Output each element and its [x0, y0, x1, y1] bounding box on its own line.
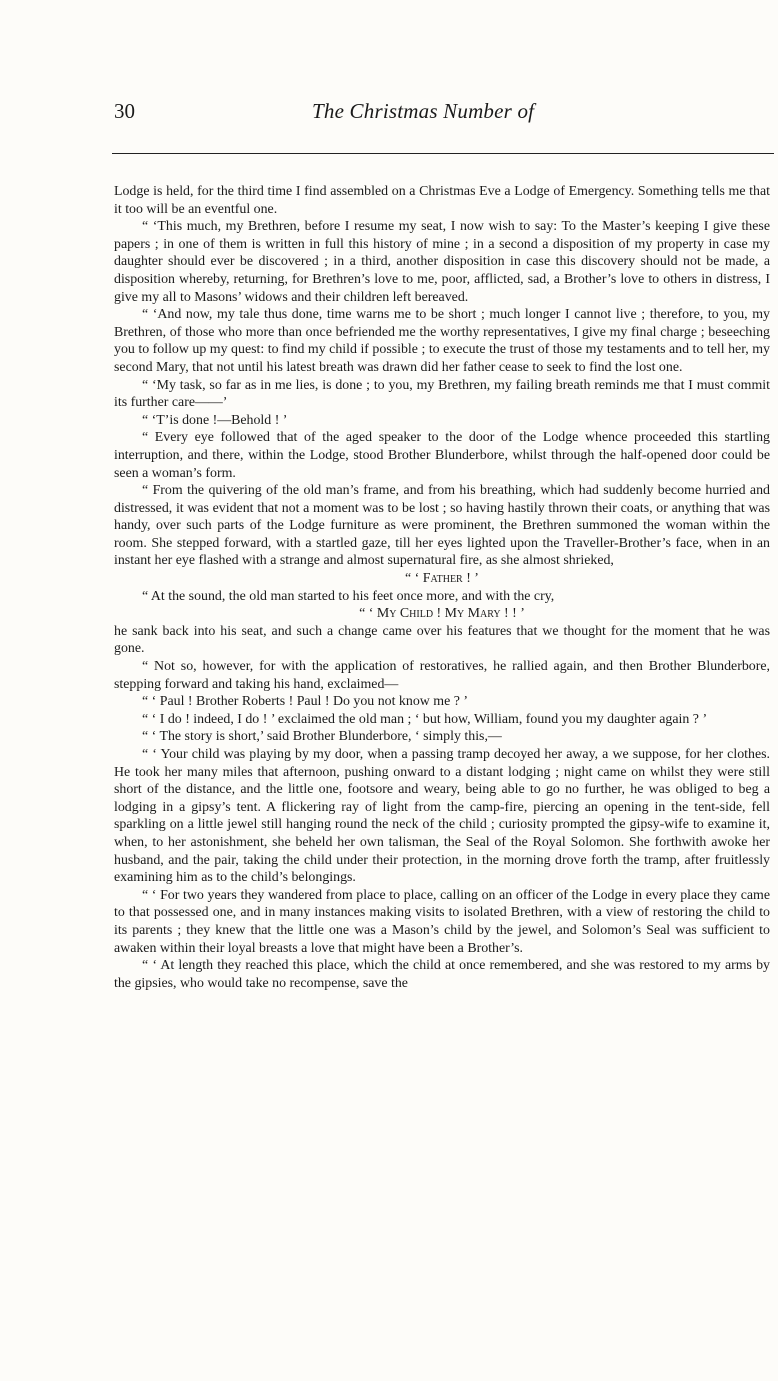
paragraph: “ At the sound, the old man started to his feet once more, and with the cry, — [142, 588, 555, 604]
paragraph: “ ‘My task, so far as in me lies, is done ; to you, my Brethren, my failing breath reminds me that I must commit its further care——’ — [114, 377, 770, 411]
running-title: The Christmas Number of — [312, 99, 535, 123]
paragraph: “ ‘ Paul ! Brother Roberts ! Paul ! Do you not know me ? ’ — [142, 694, 468, 710]
paragraph: he sank back into his seat, and such a change came over his features that we thought for the moment that he was gone. — [114, 623, 770, 657]
paragraph: “ ‘And now, my tale thus done, time warns me to be short ; much longer I cannot live ; therefore, to you, my Brethren, of those who more than once befriended me the worthy representatives, I give my final charge ; beseeching you to follow up my quest: to find my child if possible ; to execute the trust of those my testaments and to tell her, my second Mary, that not until his latest breath was drawn did her father cease to seek to find the lost one. — [114, 307, 770, 375]
body-text — [114, 183, 770, 992]
page-number: 30 — [114, 99, 135, 123]
exclamation-line: “ ‘ Father ! ’ — [405, 571, 479, 587]
paragraph: “ ‘ The story is short,’ said Brother Blunderbore, ‘ simply this,— — [142, 729, 502, 745]
page-header — [0, 98, 778, 128]
paragraph: “ ‘This much, my Brethren, before I resume my seat, I now wish to say: To the Master’s keeping I give these papers ; in one of them is written in full this history of mine ; in a second a disposition of my property in case my daughter should ever be discovered ; in a third, another disposition in case this discovery should not be made, a disposition whereby, returning, for Brethren’s love to me, poor, afflicted, sad, a Brother’s love to others in distress, I give my all to Masons’ widows and their children left bereaved. — [114, 219, 770, 305]
paragraph: “ ‘ At length they reached this place, which the child at once remembered, and she was restored to my arms by the gipsies, who would take no recompense, save the — [114, 958, 770, 991]
paragraph: “ ‘ Your child was playing by my door, when a passing tramp decoyed her away, a we suppose, for her clothes. He took her many miles that afternoon, pushing onward to a distant lodging ; night came on whilst they were still short of the distance, and the little one, footsore and weary, being able to go no further, he was obliged to beg a lodging in a gipsy’s tent. A flickering ray of light from the camp-fire, piercing an opening in the tent-side, fell sparkling on a little jewel still hanging round the neck of the child ; curiosity prompted the gipsy-wife to examine it, when, to her astonishment, she beheld her own talisman, the Seal of the Royal Solomon. She forthwith awoke her husband, and the pair, taking the child under their protection, in the morning drove forth the tramp, after fruitlessly examining him as to the child’s belongings. — [114, 747, 770, 886]
paragraph: “ ‘ I do ! indeed, I do ! ’ exclaimed the old man ; ‘ but how, William, found you my daughter again ? ’ — [142, 711, 708, 727]
paragraph: “ Not so, however, for with the application of restoratives, he rallied again, and then Brother Blunderbore, stepping forward and taking his hand, exclaimed— — [114, 659, 770, 692]
paragraph: Lodge is held, for the third time I find assembled on a Christmas Eve a Lodge of Emergency. Something tells me that it too will be an eventful one. — [114, 184, 770, 217]
paragraph: “ From the quivering of the old man’s frame, and from his breathing, which had suddenly become hurried and distressed, it was evident that not a moment was to be lost ; so having hastily thrown their coats, or anything that was handy, over such parts of the Lodge furniture as were prominent, the Brethren summoned the woman within the room. She stepped forward, with a startled gaze, till her eyes lighted upon the Traveller-Brother’s face, when in an instant her eye flashed with a strange and almost supernatural fire, as she almost shrieked, — [114, 483, 770, 569]
header-rule — [112, 153, 774, 154]
paragraph: “ ‘ For two years they wandered from place to place, calling on an officer of the Lodge in every place they came to that possessed one, and in many instances making visits to isolated Brethren, with a view of restoring the child to its parents ; they knew that the little one was a Mason’s child by the jewel, and Solomon’s Seal was sufficient to awaken within their loyal breasts a love that might have been a Brother’s. — [114, 887, 770, 956]
paragraph: “ ‘T’is done !—Behold ! ’ — [142, 412, 288, 428]
paragraph: “ Every eye followed that of the aged speaker to the door of the Lodge whence proceeded this startling interruption, and there, within the Lodge, stood Brother Blunderbore, whilst through the half-opened door could be seen a woman’s form. — [114, 430, 770, 481]
exclamation-line: “ ‘ My Child ! My Mary ! ! ’ — [359, 606, 525, 622]
